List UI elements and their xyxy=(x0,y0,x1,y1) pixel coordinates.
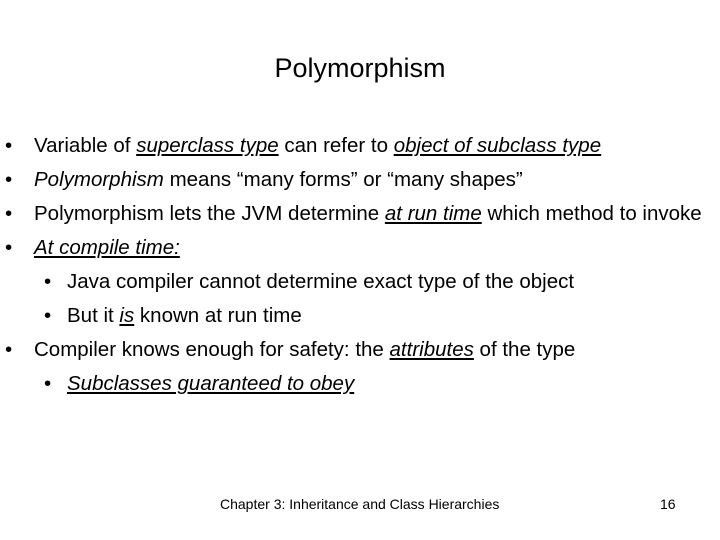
bullet-text: But it xyxy=(67,304,120,327)
bullet-jvm-run-time xyxy=(0,197,720,231)
bullet-text: which method to invoke xyxy=(481,202,702,225)
emphasis-at-run-time: at run time xyxy=(384,202,482,225)
bullet-dot: • xyxy=(5,236,13,259)
sub-bullet-known-at-run-time xyxy=(0,299,720,333)
emphasis-is: is xyxy=(119,304,135,327)
sub-bullet-subclasses-obey xyxy=(0,367,720,401)
bullet-text: known at run time xyxy=(134,304,302,327)
bullet-polymorphism-meaning xyxy=(0,163,720,197)
bullet-text: means “many forms” or “many shapes” xyxy=(163,168,523,191)
emphasis-at-compile-time: At compile time: xyxy=(34,236,180,259)
bullet-dot: • xyxy=(5,134,13,157)
bullet-dot: • xyxy=(44,372,52,395)
bullet-list xyxy=(0,129,720,401)
bullet-text: of the type xyxy=(473,338,576,361)
bullet-text: Polymorphism lets the JVM determine xyxy=(34,202,385,225)
footer-chapter-title: Chapter 3: Inheritance and Class Hierarchies xyxy=(220,496,500,512)
page-number: 16 xyxy=(660,496,676,512)
bullet-text: can refer to xyxy=(278,134,394,157)
bullet-dot: • xyxy=(44,304,52,327)
emphasis-superclass-type: superclass type xyxy=(136,134,279,157)
bullet-text: Compiler knows enough for safety: the xyxy=(34,338,390,361)
bullet-compiler-safety xyxy=(0,333,720,367)
bullet-dot: • xyxy=(44,270,52,293)
bullet-at-compile-time xyxy=(0,231,720,265)
bullet-text: Java compiler cannot determine exact type of the object xyxy=(67,270,575,293)
emphasis-polymorphism: Polymorphism xyxy=(34,168,164,191)
bullet-dot: • xyxy=(5,338,13,361)
emphasis-object-of-subclass-type: object of subclass type xyxy=(393,134,602,157)
emphasis-attributes: attributes xyxy=(389,338,474,361)
bullet-dot: • xyxy=(5,168,13,191)
emphasis-subclasses-guaranteed-to-obey: Subclasses guaranteed to obey xyxy=(67,372,355,395)
slide-title: Polymorphism xyxy=(274,53,446,83)
bullet-dot: • xyxy=(5,202,13,225)
bullet-superclass-reference xyxy=(0,129,720,163)
bullet-text: Variable of xyxy=(34,134,137,157)
sub-bullet-compiler-cannot-determine xyxy=(0,265,720,299)
